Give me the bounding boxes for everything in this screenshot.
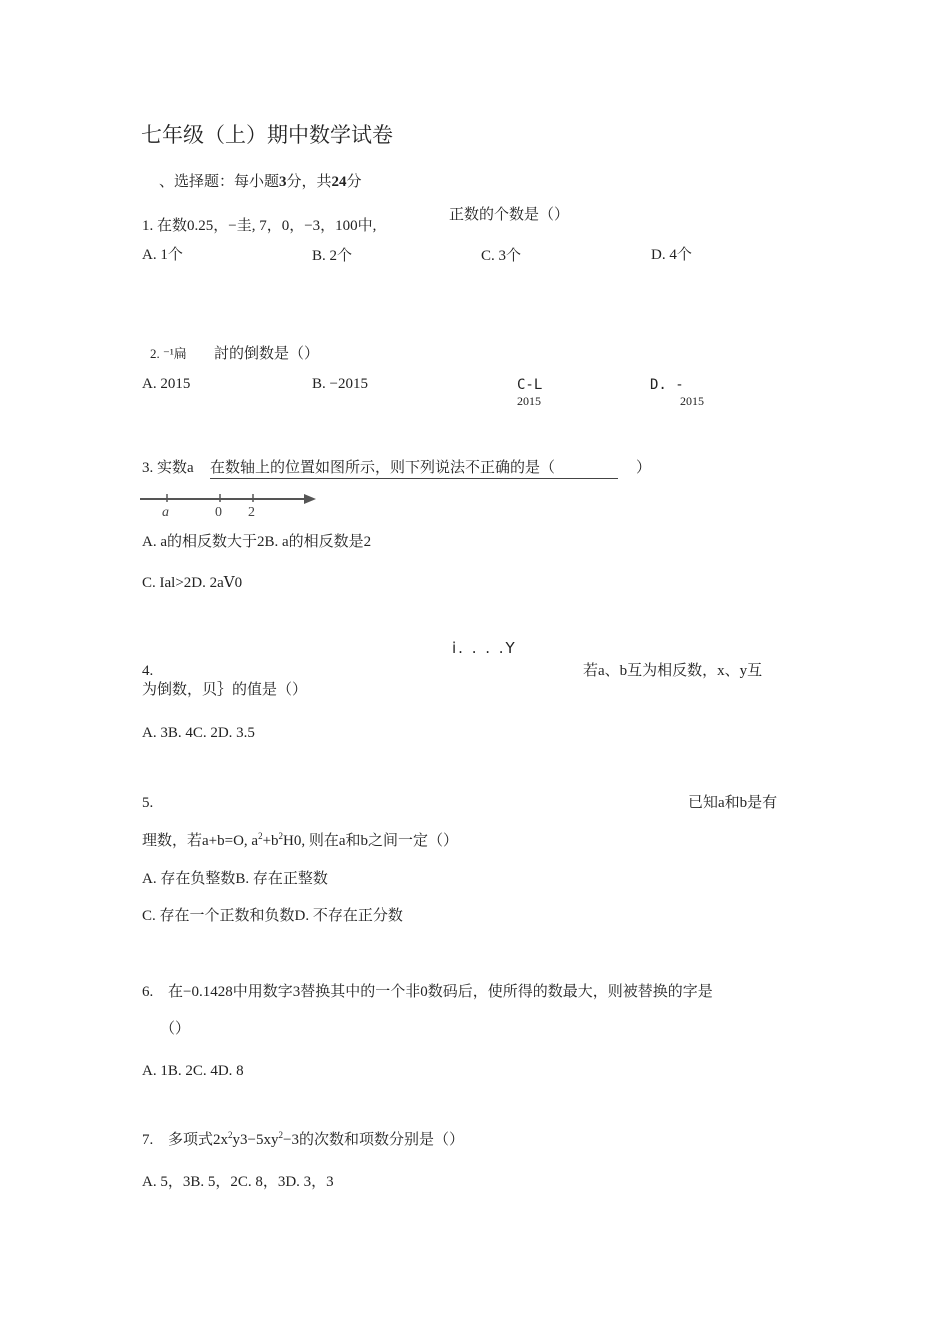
q5-stem-right: 已知a和b是有 (688, 795, 778, 811)
q2-stem: 討的倒数是（） (214, 346, 320, 362)
q2-option-d: D. - (650, 377, 684, 393)
q2-option-a: A. 2015 (142, 376, 191, 392)
q3-lead: 3. 实数a (142, 460, 194, 476)
q3-stem (210, 459, 618, 479)
q4-options: A. 3B. 4C. 2D. 3.5 (142, 725, 255, 741)
q2-prefix: 2. ⁻¹扁 (150, 346, 187, 361)
q5-stem-next-tail: H0, 则在a和b之间一定（） (283, 833, 459, 849)
q5-number: 5. (142, 795, 154, 811)
q7-options: A. 5，3B. 5，2C. 8，3D. 3，3 (142, 1174, 334, 1190)
q5-options-row1: A. 存在负整数B. 存在正整数 (142, 871, 328, 887)
q4-artifact-text: i. . . .Y (452, 639, 517, 657)
q2-option-b: B. −2015 (312, 376, 368, 392)
q4-number: 4. (142, 663, 154, 679)
q6-stem: 在−0.1428中用数字3替换其中的一个非0数码后，使所得的数最大，则被替换的字是 (168, 984, 713, 1000)
q2-option-c-denominator: 2015 (517, 394, 541, 408)
q3-options-row2: C. Ial>2D. 2aⅤ0 (142, 575, 243, 591)
q7-stem: 多项式$2x^2y3-5xy^2-3$的次数和项数分别是（） (168, 1130, 464, 1148)
q5-options-row2: C. 存在一个正数和负数D. 不存在正分数 (142, 908, 403, 924)
q4-stem-right: 若a、b互为相反数，x、y互 (583, 663, 763, 679)
q3-stem-text: 在数轴上的位置如图所示，则下列说法不正确的是（ (210, 460, 556, 476)
q1-stem: 1. 在数0.25，−圭, 7，0，−3，100中, (142, 218, 377, 234)
q1-option-b: B. 2个 (312, 248, 353, 264)
q4-stem-next: 为倒数，贝｝的值是（） (142, 682, 308, 698)
q2-option-c: C-L (517, 377, 543, 393)
q1-option-a: A. 1个 (142, 247, 183, 263)
q3-options-row1: A. a的相反数大于2B. a的相反数是2 (142, 534, 372, 550)
q1-stem-tail: 正数的个数是（） (449, 207, 570, 223)
q5-stem-next: 理数，若a+b=O, $a^2+b^2H0$, 则在a和b之间一定（） (142, 831, 459, 849)
q2-option-d-denominator: 2015 (680, 394, 704, 408)
axis-label-0: 0 (215, 505, 222, 520)
q6-options: A. 1B. 2C. 4D. 8 (142, 1063, 244, 1079)
number-line-arrow-icon (304, 494, 316, 504)
q7-stem-tail: −3的次数和项数分别是（） (282, 1132, 464, 1148)
axis-label-a: a (162, 505, 169, 520)
q1-option-c: C. 3个 (481, 248, 522, 264)
q6-number: 6. (142, 984, 154, 1000)
q7-number: 7. (142, 1132, 154, 1148)
section-header: 、选择题：每小题3分，共24分 (159, 174, 362, 190)
q1-option-d: D. 4个 (651, 247, 692, 263)
axis-label-2: 2 (248, 505, 255, 520)
number-line-figure (140, 490, 320, 520)
q3-close-paren: ） (636, 460, 652, 476)
page-title: 七年级（上）期中数学试卷 (141, 123, 393, 147)
q6-paren: （） (160, 1021, 191, 1037)
